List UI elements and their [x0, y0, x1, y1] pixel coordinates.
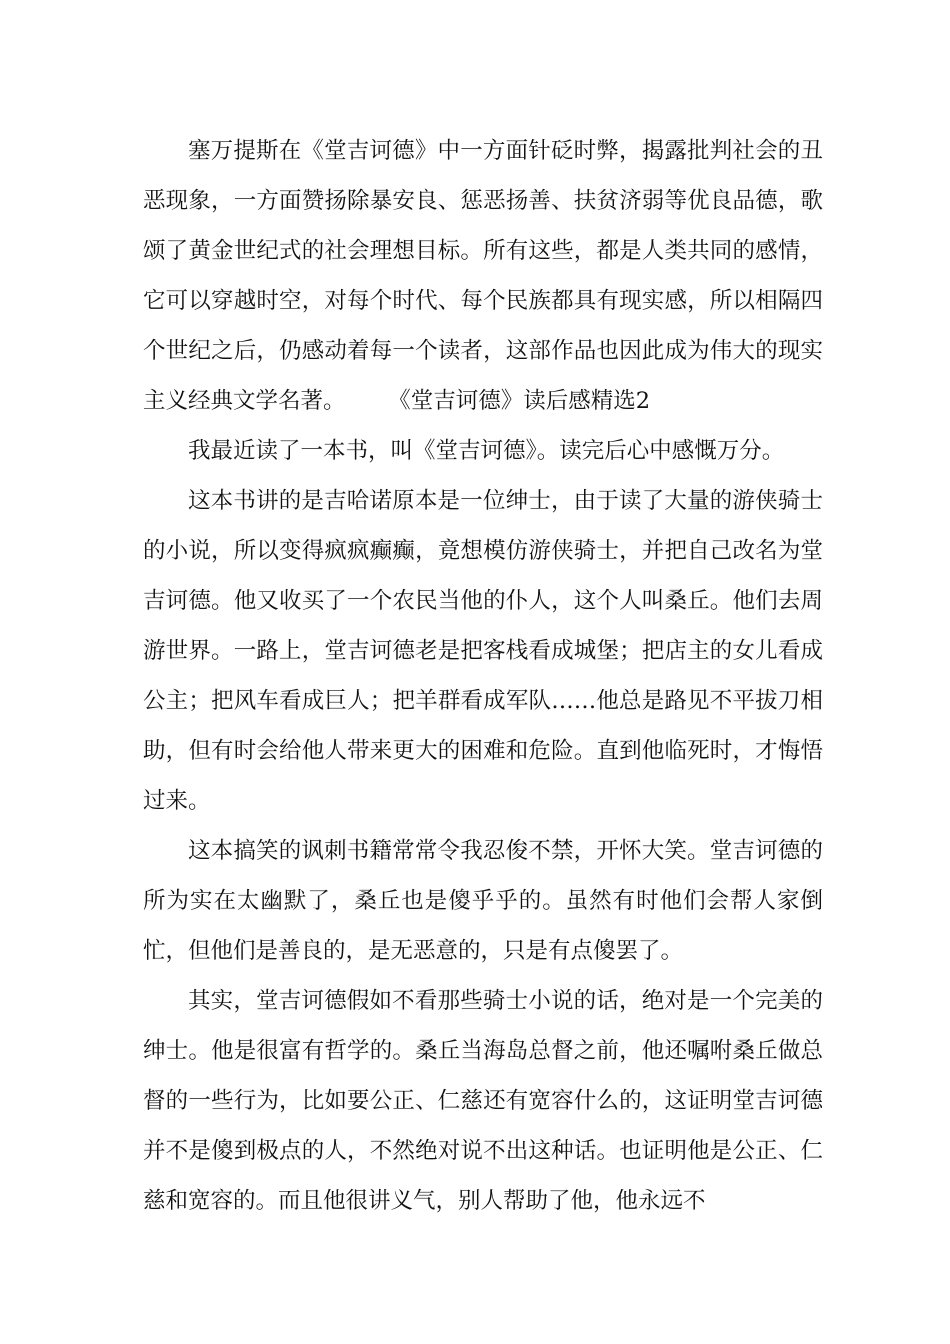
paragraph-1-text: 塞万提斯在《堂吉诃德》中一方面针砭时弊，揭露批判社会的丑恶现象，一方面赞扬除暴安良、惩恶扬善、扶贫济弱等优良品德，歌颂了黄金世纪式的社会理想目标。所有这些，都是人类共同的感情，它可以穿越时空，对每个时代、每个民族都具有现实感，所以相隔四个世纪之后，仍感动着每一个读者，这部作品也因此成为伟大的现实主义经典文学名著。: [143, 138, 823, 414]
paragraph-5: 其实，堂吉诃德假如不看那些骑士小说的话，绝对是一个完美的绅士。他是很富有哲学的。桑丘当海岛总督之前，他还嘱咐桑丘做总督的一些行为，比如要公正、仁慈还有宽容什么的，这证明堂吉诃德并不是傻到极点的人，不然绝对说不出这种话。也证明他是公正、仁慈和宽容的。而且他很讲义气，别人帮助了他，他永远不: [143, 988, 823, 1214]
document-page: [143, 126, 823, 1226]
paragraph-1: [143, 126, 823, 426]
section-heading: 《堂吉诃德》读后感精选2: [399, 388, 651, 414]
paragraph-2: 我最近读了一本书，叫《堂吉诃德》。读完后心中感慨万分。: [188, 438, 785, 464]
paragraph-4: 这本搞笑的讽刺书籍常常令我忍俊不禁，开怀大笑。堂吉诃德的所为实在太幽默了，桑丘也是傻乎乎的。虽然有时他们会帮人家倒忙，但他们是善良的，是无恶意的，只是有点傻罢了。: [143, 838, 823, 964]
paragraph-3: 这本书讲的是吉哈诺原本是一位绅士，由于读了大量的游侠骑士的小说，所以变得疯疯癫癫，竟想模仿游侠骑士，并把自己改名为堂吉诃德。他又收买了一个农民当他的仆人，这个人叫桑丘。他们去周游世界。一路上，堂吉诃德老是把客栈看成城堡；把店主的女儿看成公主；把风车看成巨人；把羊群看成军队……他总是路见不平拔刀相助，但有时会给他人带来更大的困难和危险。直到他临死时，才悔悟过来。: [143, 488, 823, 814]
